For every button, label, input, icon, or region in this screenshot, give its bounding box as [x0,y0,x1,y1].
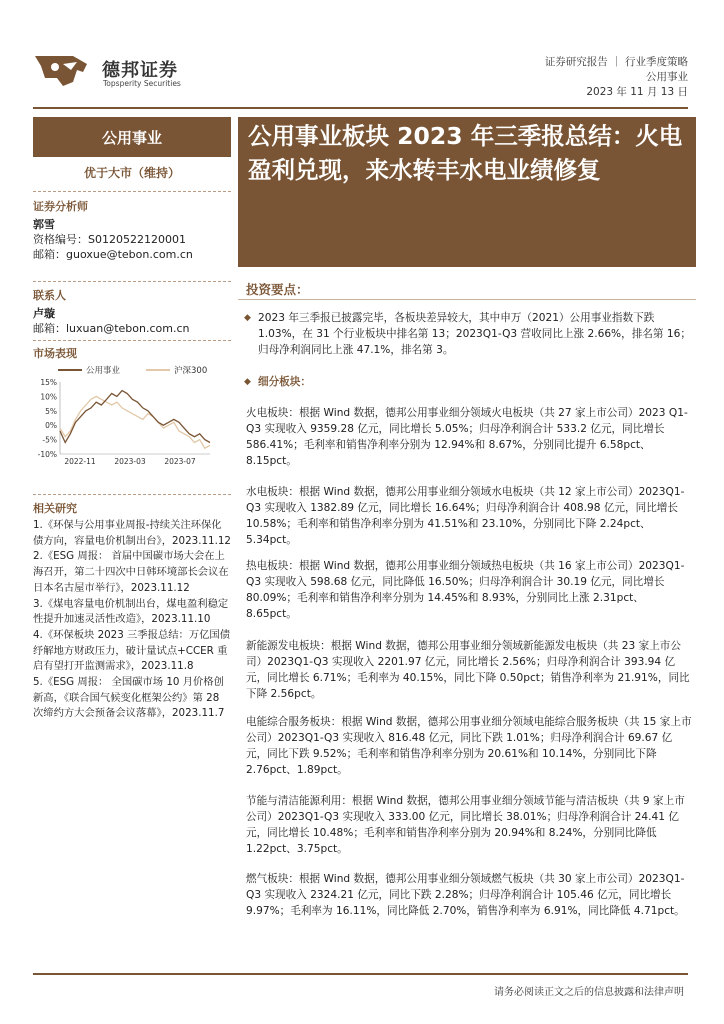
divider [33,281,231,282]
company-logo-icon [33,52,93,90]
brand-name: 德邦证券 [102,60,178,81]
y-tick-label: 10% [40,392,57,402]
legend-label: 沪深300 [174,366,208,376]
y-tick-label: -5% [42,435,57,445]
divider [33,340,231,341]
legend-label: 公用事业 [86,366,121,376]
x-tick-label: 2022-11 [64,457,96,466]
research-item[interactable]: 2.《ESG 周报： 首届中国碳市场大会在上海召开，第二十四次中日韩环境部长会议在日本名古屋市举行》，2023.11.12 [33,550,229,594]
disclaimer[interactable]: 请务必阅读正文之后的信息披露和法律声明 [494,987,684,998]
footer-divider [33,973,688,975]
para-power-service: 电能综合服务板块：根据 Wind 数据，德邦公用事业细分领域电能综合服务板块（共 15 家上市公司）2023Q1-Q3 实现收入 816.48 亿元，同比下跌 1.01%；归母净利润合计 69.67 亿元，同比下跌 9.52%；毛利率和销售净利率分别为 20.61%和 10.14%，分别同比下降 2.76pct、1.89pct。 [246,716,692,776]
y-tick-label: 15% [40,378,57,387]
series-line [60,396,210,448]
para-new-energy: 新能源发电板块：根据 Wind 数据，德邦公用事业细分领域新能源发电板块（共 23 家上市公司）2023Q1-Q3 实现收入 2201.97 亿元，同比增长 2.56%；归母净利润合计 393.94 亿元，同比增长 6.71%；毛利率为 40.15%，同比下降 0.50pct；销售净利率为 21.91%，同比下降 2.56pct。 [246,640,690,700]
para-thermal: 火电板块：根据 Wind 数据，德邦公用事业细分领域火电板块（共 27 家上市公司）2023 Q1-Q3 实现收入 9359.28 亿元，同比增长 5.05%；归母净利润合计 533.2 亿元，同比增长 586.41%；毛利率和销售净利率分别为 12.94%和 8.67%，分别同比提升 6.58pct、8.15pct。 [246,407,688,467]
market-heading: 市场表现 [33,347,77,360]
contact-heading: 联系人 [33,289,66,302]
y-tick-label: 5% [45,406,57,416]
y-tick-label: -10% [37,450,57,459]
research-heading: 相关研究 [33,502,77,515]
x-tick-label: 2023-03 [114,457,146,466]
para-gas: 燃气板块：根据 Wind 数据，德邦公用事业细分领域燃气板块（共 30 家上市公司）2023Q1-Q3 实现收入 2324.21 亿元，同比下跌 2.28%；归母净利润合计 105.46 亿元，同比增长 9.97%；毛利率为 16.11%，同比降低 2.70%，销售净利率为 6.91%，同比降低 4.71pct。 [246,873,685,917]
y-tick-label: 0% [45,421,57,431]
series-line [60,391,210,443]
contact-name: 卢璇 [33,307,55,320]
contact-email[interactable]: 邮箱：luxuan@tebon.com.cn [33,322,190,335]
research-list [33,518,231,722]
analyst-name: 郭雪 [33,218,55,231]
para-clean-energy: 节能与清洁能源利用：根据 Wind 数据，德邦公用事业细分领域节能与清洁板块（共 9 家上市公司）2023Q1-Q3 实现收入 333.00 亿元，同比增长 38.01%；归母净利润合计 24.41 亿元，同比增长 10.48%；毛利率和销售净利率分别为 20.94%和 8.24%，分别同比降低 1.22pct、3.75pct。 [246,795,685,855]
bullet-icon: ◆ [244,313,251,323]
market-chart-svg [30,362,230,474]
research-item[interactable]: 4.《环保板块 2023 三季报总结：万亿国债纾解地方财政压力，破计量试点+CCER 重启有望打开监测需求》，2023.11.8 [33,628,231,673]
key-points-heading: 投资要点： [246,282,309,297]
brand-name-en: Topsperity Securities [103,79,181,88]
analyst-heading: 证券分析师 [33,200,88,213]
market-chart [30,362,230,474]
x-tick-label: 2023-07 [164,457,196,466]
research-item[interactable]: 1.《环保与公用事业周报-持续关注环保化债方向，容量电价机制出台》，2023.11.12 [33,519,231,547]
subsector-heading: 细分板块： [258,376,311,388]
report-type: 证券研究报告 ｜ 行业季度策略 [544,56,688,68]
divider [33,191,231,192]
para-hydro: 水电板块：根据 Wind 数据，德邦公用事业细分领域水电板块（共 12 家上市公司）2023Q1-Q3 实现收入 1382.89 亿元，同比增长 16.64%；归母净利润合计 408.98 亿元，同比增长 10.58%；毛利率和销售净利率分别为 41.51%和 23.10%，分别同比下降 2.24pct、5.34pct。 [246,486,685,546]
report-date: 2023 年 11 月 13 日 [586,86,688,98]
divider [33,494,231,495]
research-item[interactable]: 5.《ESG 周报： 全国碳市场 10 月价格创新高，《联合国气候变化框架公约》第 28 次缔约方大会预备会议落幕》，2023.11.7 [33,676,225,720]
divider [238,299,696,300]
sector-label: 公用事业 [33,117,231,157]
header-divider [33,107,688,109]
para-heat: 热电板块：根据 Wind 数据，德邦公用事业细分领域热电板块（共 16 家上市公司）2023Q1-Q3 实现收入 598.68 亿元，同比降低 16.50%；归母净利润合计 30.19 亿元，同比增长 80.09%；毛利率和销售净利率分别为 14.45%和 8.93%，分别同比上涨 2.31pct、8.65pct。 [246,560,685,620]
contact-block [33,306,190,336]
analyst-cert: 资格编号：S0120522120001 [33,233,186,246]
research-item[interactable]: 3.《煤电容量电价机制出台，煤电盈利稳定性提升加速灵活性改造》，2023.11.10 [33,597,229,626]
bullet-icon: ◆ [244,377,251,387]
rating: 优于大市（维持） [83,166,180,180]
key-point-1: 2023 年三季报已披露完毕，各板块差异较大，其中申万（2021）公用事业指数下跌 1.03%，在 31 个行业板块中排名第 13；2023Q1-Q3 营收同比上涨 2.66%，排名第 16；归母净利润同比上涨 47.1%，排名第 3。 [258,312,691,356]
analyst-email[interactable]: 邮箱：guoxue@tebon.com.cn [33,248,193,261]
report-sector: 公用事业 [646,71,688,83]
report-meta [545,55,688,100]
analyst-block [33,217,193,262]
report-title: 公用事业板块 2023 年三季报总结：火电盈利兑现，来水转丰水电业绩修复 [238,117,696,267]
